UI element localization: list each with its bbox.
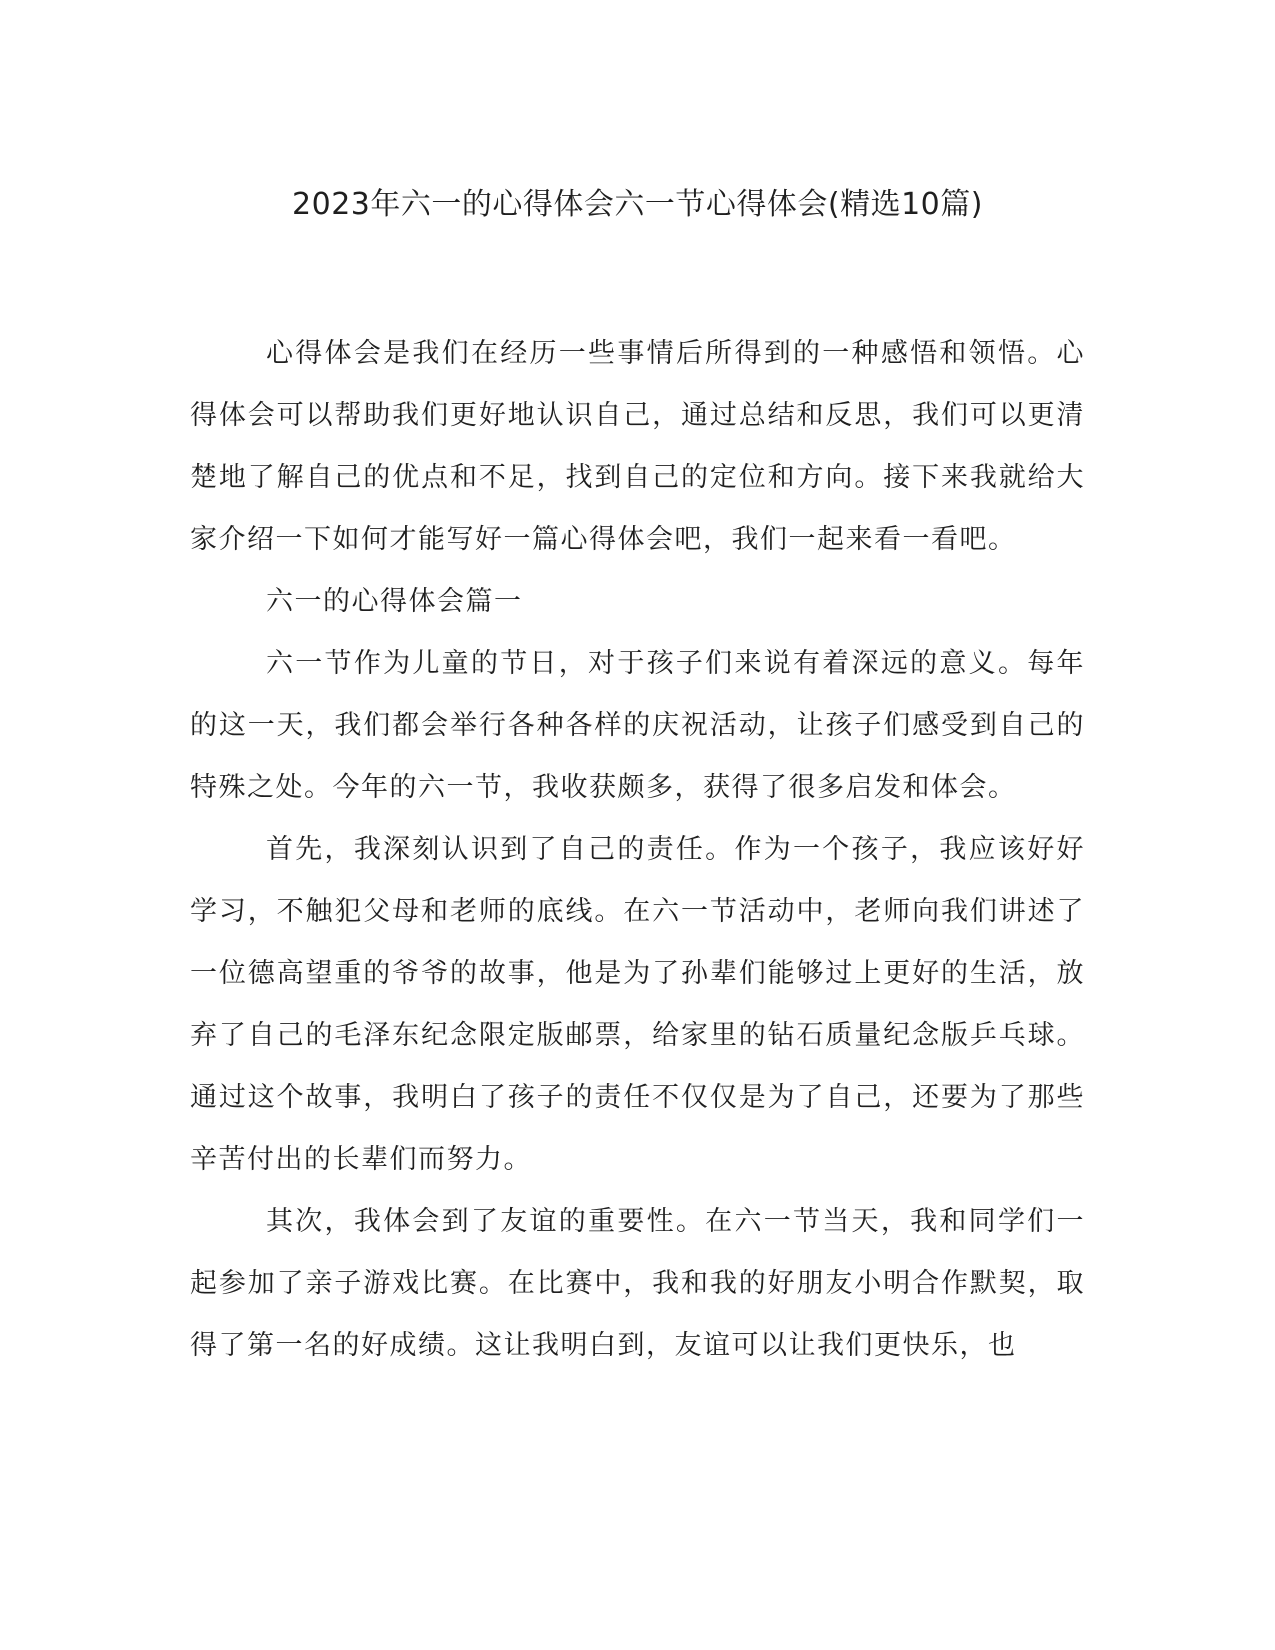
document-title: 2023年六一的心得体会六一节心得体会(精选10篇) — [292, 187, 983, 222]
body-paragraph: 其次，我体会到了友谊的重要性。在六一节当天，我和同学们一起参加了亲子游戏比赛。在比赛中，我和我的好朋友小明合作默契，取得了第一名的好成绩。这让我明白到，友谊可以让我们更快乐，也 — [190, 1206, 1085, 1361]
body-paragraph: 首先，我深刻认识到了自己的责任。作为一个孩子，我应该好好学习，不触犯父母和老师的底线。在六一节活动中，老师向我们讲述了一位德高望重的爷爷的故事，他是为了孙辈们能够过上更好的生活，放弃了自己的毛泽东纪念限定版邮票，给家里的钻石质量纪念版乒乓球。通过这个故事，我明白了孩子的责任不仅仅是为了自己，还要为了那些辛苦付出的长辈们而努力。 — [190, 834, 1085, 1175]
section-heading: 六一的心得体会篇一 — [266, 586, 523, 617]
intro-paragraph: 心得体会是我们在经历一些事情后所得到的一种感悟和领悟。心得体会可以帮助我们更好地认识自己，通过总结和反思，我们可以更清楚地了解自己的优点和不足，找到自己的定位和方向。接下来我就给大家介绍一下如何才能写好一篇心得体会吧，我们一起来看一看吧。 — [190, 338, 1085, 555]
body-paragraph: 六一节作为儿童的节日，对于孩子们来说有着深远的意义。每年的这一天，我们都会举行各种各样的庆祝活动，让孩子们感受到自己的特殊之处。今年的六一节，我收获颇多，获得了很多启发和体会。 — [190, 648, 1085, 803]
document-body — [190, 323, 1085, 1377]
